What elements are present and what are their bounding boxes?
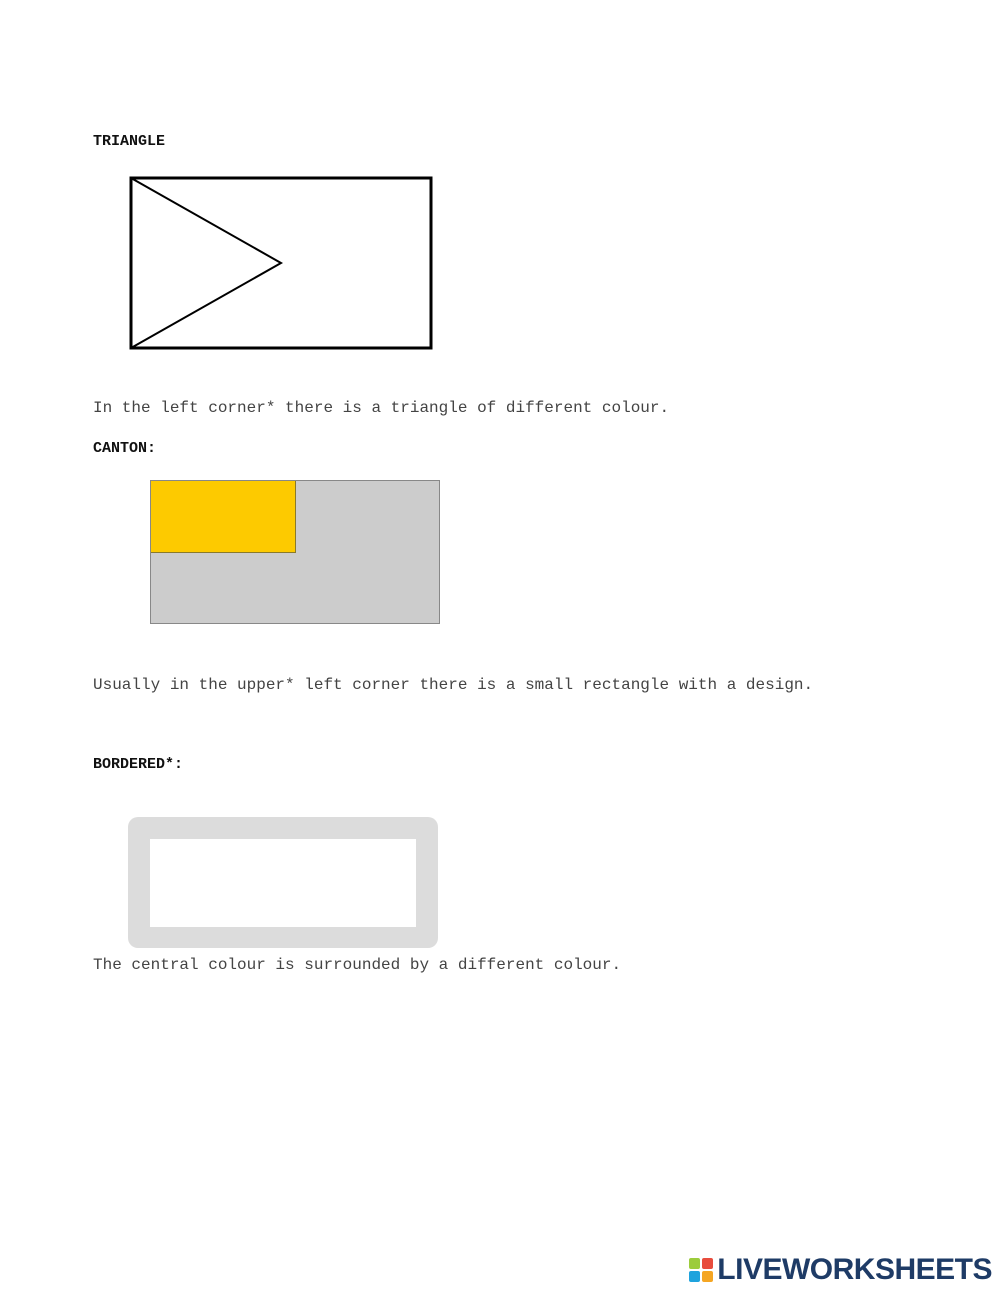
- bordered-flag-center: [150, 839, 416, 927]
- logo-mark-tile: [689, 1258, 700, 1269]
- logo-text: LIVEWORKSHEETS: [717, 1253, 992, 1286]
- logo-mark-tile: [689, 1271, 700, 1282]
- canton-caption: Usually in the upper* left corner there is a small rectangle with a design.: [93, 676, 814, 694]
- logo-mark-icon: [689, 1258, 713, 1282]
- bordered-flag-border: [128, 817, 438, 948]
- canton-heading: CANTON:: [93, 440, 157, 457]
- logo-mark-tile: [702, 1258, 713, 1269]
- triangle-heading: TRIANGLE: [93, 133, 166, 150]
- triangle-flag-diagram: [128, 175, 434, 351]
- canton-flag-field: [150, 480, 440, 624]
- bordered-heading: BORDERED*:: [93, 756, 184, 773]
- logo-mark-tile: [702, 1271, 713, 1282]
- liveworksheets-logo: [689, 1253, 992, 1287]
- triangle-caption: In the left corner* there is a triangle of different colour.: [93, 399, 670, 417]
- canton-flag-canton: [151, 481, 296, 553]
- bordered-caption: The central colour is surrounded by a different colour.: [93, 956, 622, 974]
